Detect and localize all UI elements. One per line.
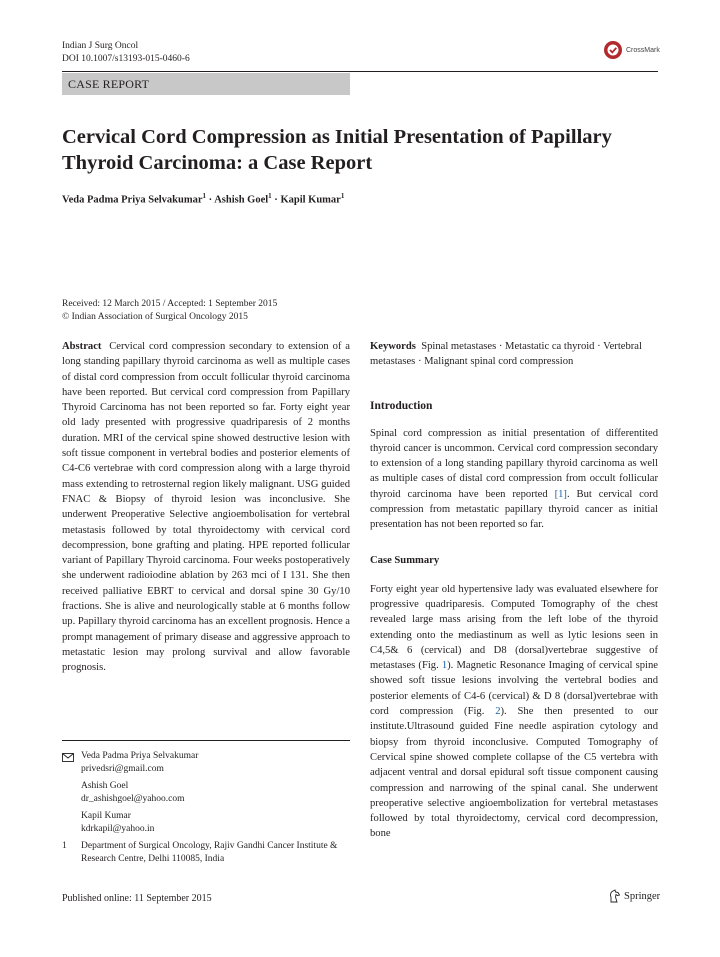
right-column (370, 339, 658, 842)
contact-email[interactable]: privedsri@gmail.com (81, 764, 164, 774)
abstract-label: Abstract (62, 341, 102, 352)
keywords (370, 339, 658, 370)
springer-horse-icon (608, 889, 621, 903)
figure-2-link[interactable]: 2 (495, 706, 501, 718)
abstract-text: Cervical cord compression secondary to extension of a long standing papillary thyroid carcinoma as well as multiple cases of distal cord compression from occult follicular thyroid carcinoma have been reported. But cervical cord compression from Papillary Thyroid Carcinoma has not been reported so far. Forty eight year old lady presented with progressive quadriparesis of 2 months duration. MRI of the cervical spine showed destructive lesion with soft tissue component in vertebral bodies and posterior elements of C4-C6 vertebrae with cord compression along with a large thyroid mass extending to retrosternal region likely malignant. USG guided FNAC & Biopsy of thyroid lesion was inconclusive. She underwent Preoperative Selective angioembolisation for vertebral metastasis followed by total thyroidectomy with cervical cord decompression, bone grafting and plating. HPE reported follicular variant of Papillary Thyroid carcinoma. Four weeks postoperatively she underwent radioiodine ablation by 263 mci of I 131. She then received palliative EBRT to cervical and dorsal spine 30 Gy/10 fractions. She is alive and neurologically stable at 6 months follow up. Papillary thyroid carcinoma has an excellent prognosis. Hence a prompt management of primary disease and aggressive approach to metastatic lesion may prolong survival and allow favorable prognosis. (62, 341, 350, 674)
case-summary-heading: Case Summary (370, 554, 440, 566)
introduction-text (370, 426, 658, 533)
journal-name: Indian J Surg Oncol (62, 41, 139, 51)
contact-entry (62, 780, 362, 806)
author-affiliation-mark: 1 (202, 192, 206, 200)
crossmark-label: CrossMark (626, 46, 660, 54)
publisher-logo (608, 889, 660, 903)
intro-text-part: . But cervical cord compression from metastatic papillary thyroid cancer as initial presentation has not been reported so far. (370, 488, 658, 531)
copyright-line: © Indian Association of Surgical Oncology 2015 (62, 312, 248, 322)
keywords-label: Keywords (370, 341, 416, 352)
affiliation-text: Department of Surgical Oncology, Rajiv Gandhi Cancer Institute & Research Centre, Delhi 110085, India (81, 841, 338, 864)
contact-name: Kapil Kumar (81, 811, 131, 821)
contact-name: Veda Padma Priya Selvakumar (81, 751, 199, 761)
contact-email[interactable]: kdrkapil@yahoo.in (81, 824, 155, 834)
crossmark-icon (603, 40, 623, 60)
author-name[interactable]: Kapil Kumar (280, 194, 341, 206)
affiliation (62, 840, 362, 866)
article-type-banner (62, 73, 350, 95)
abstract (62, 339, 350, 676)
author-list (62, 192, 344, 206)
article-title (62, 124, 662, 176)
correspondence-block (62, 750, 362, 836)
case-text-part: ). She then presented to our institute.Ultrasound guided Fine needle aspiration cytology and biopsy from thyroid inconclusive. Computed Tomography of Cervical spine showed complete collapse of the C5 vertebra with adjacent ventral and dorsal epidural soft tissue component causing compression and narrowing of the spinal canal. She underwent preoperative selective angioembolization for vertebral metastases followed by total thyroidectomy, cervical cord decompression, bone (370, 706, 658, 840)
affiliation-number: 1 (62, 841, 67, 851)
publisher-name: Springer (624, 890, 661, 902)
contact-name: Ashish Goel (81, 781, 129, 791)
case-text-part: Forty eight year old hypertensive lady was evaluated elsewhere for progressive quadriparesis. Computed Tomography of the chest revealed large mass arising from the left lobe of the thyroid extending onto the mediastinum as well as lytic lesions seen in C4,5& 6 (cervical) and D8 (dorsal)vertebrae suggestive of metastases (Fig. (370, 583, 658, 672)
introduction-heading: Introduction (370, 399, 433, 412)
author-separator: · (271, 194, 281, 206)
author-name[interactable]: Veda Padma Priya Selvakumar (62, 194, 203, 206)
case-summary-text (370, 582, 658, 842)
keywords-text: Spinal metastases · Metastatic ca thyroid · Vertebral metastases · Malignant spinal cord compression (370, 341, 642, 368)
title-line-1: Cervical Cord Compression as Initial Presentation of Papillary (62, 126, 612, 148)
contact-entry (62, 810, 362, 836)
figure-1-link[interactable]: 1 (441, 660, 448, 672)
case-text-part: ). Magnetic Resonance Imaging of cervical spine showed soft tissue lesions involving the vertebral bodies and posterior elements of C4-6 (cervical) & D 8 (dorsal)vertebrae with cord compression (Fig. (370, 660, 658, 718)
envelope-icon (62, 753, 74, 762)
received-accepted-dates: Received: 12 March 2015 / Accepted: 1 September 2015 (62, 299, 278, 309)
author-affiliation-mark: 1 (340, 192, 345, 200)
contact-entry (62, 750, 362, 776)
footnote-rule (62, 740, 350, 741)
author-separator: · (206, 194, 215, 206)
author-name[interactable]: Ashish Goel (214, 194, 269, 206)
citation-link[interactable]: [1] (554, 488, 567, 500)
doi: DOI 10.1007/s13193-015-0460-6 (62, 54, 190, 64)
contact-email[interactable]: dr_ashishgoel@yahoo.com (81, 794, 185, 804)
published-online: Published online: 11 September 2015 (62, 893, 212, 904)
header-rule (62, 71, 658, 72)
title-line-2: Thyroid Carcinoma: a Case Report (62, 152, 373, 174)
crossmark-badge[interactable] (603, 40, 660, 60)
intro-text-part: Spinal cord compression as initial presentation of differentited thyroid cancer is uncommon. Cervical cord compression secondary to extension of a long standing papillary thyroid carcinoma as well as multiple cases of distal cord compression from occult follicular thyroid carcinoma have been reported (370, 427, 658, 500)
article-type-label: CASE REPORT (68, 77, 150, 91)
author-affiliation-mark: 1 (268, 192, 272, 200)
